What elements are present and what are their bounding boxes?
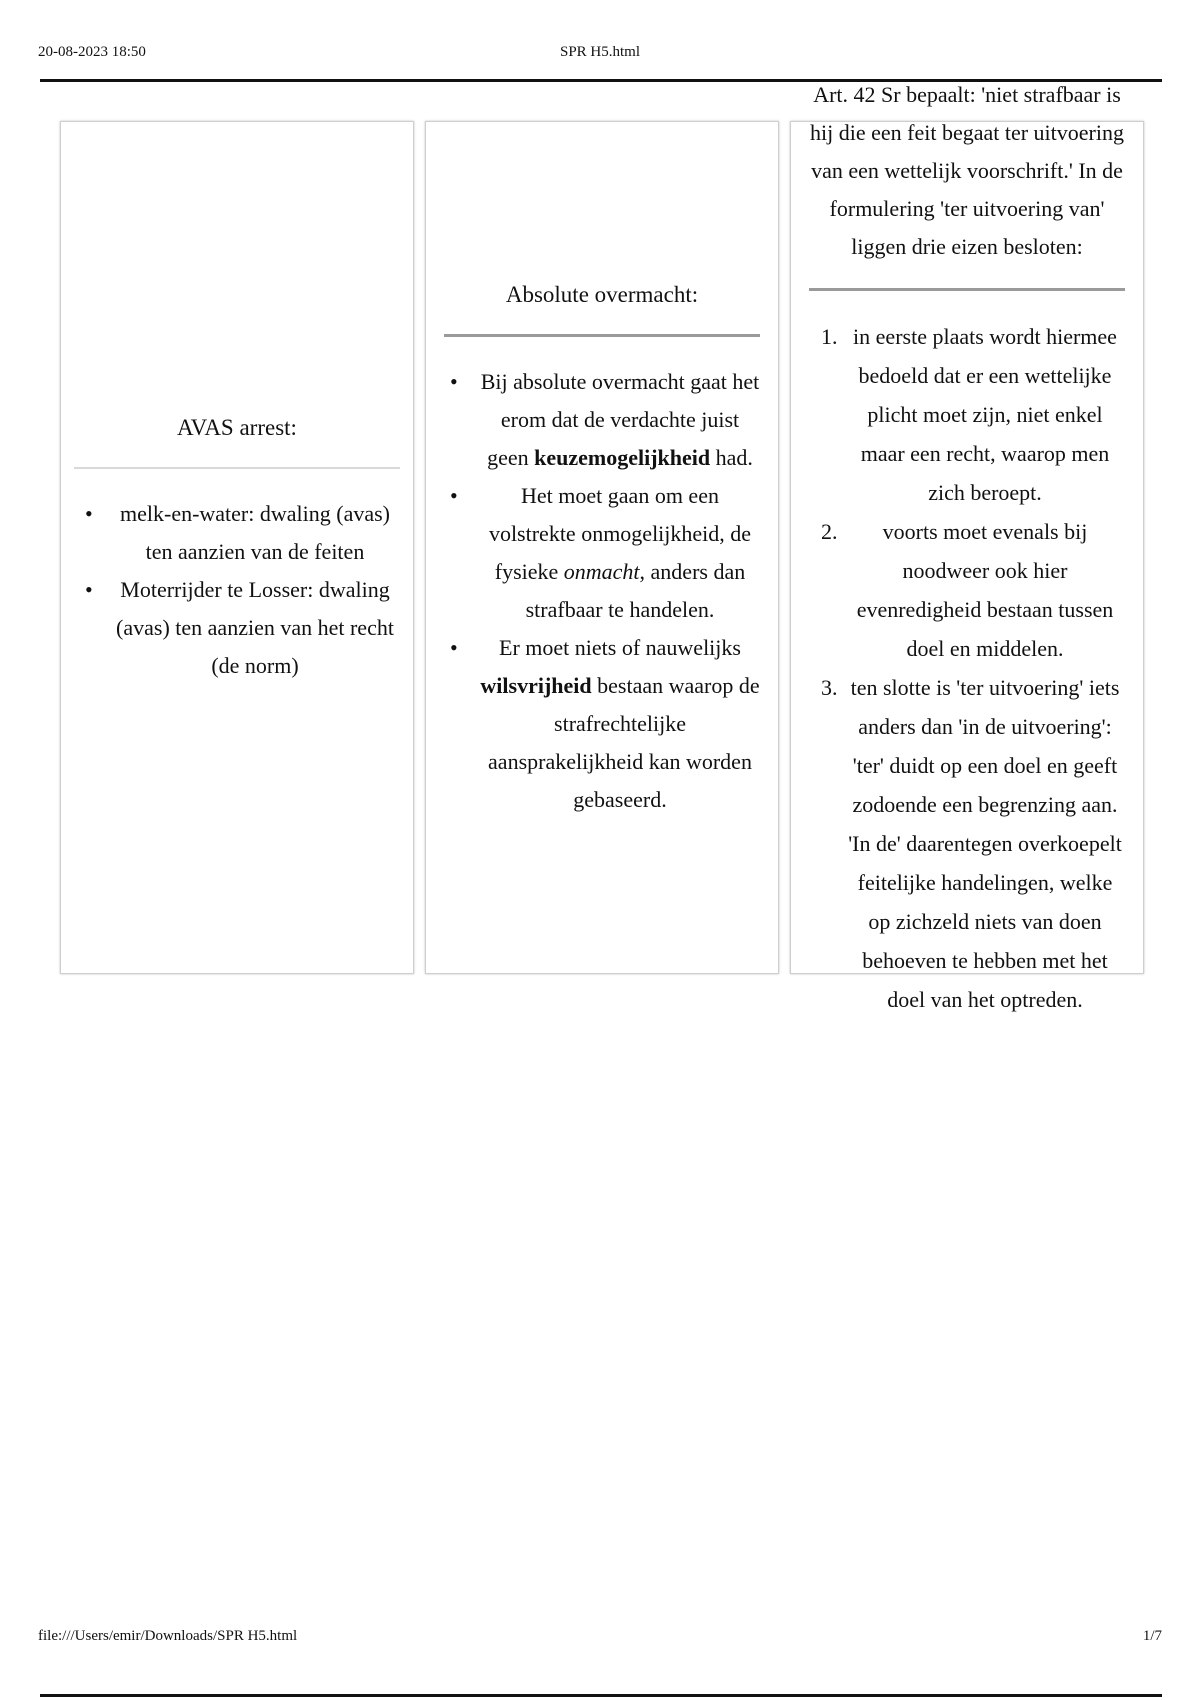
- card-heading: AVAS arrest:: [177, 415, 297, 440]
- list-item: [444, 477, 760, 629]
- flashcard-avas-arrest: [60, 121, 414, 974]
- card-bullet-list: [444, 363, 760, 819]
- card-bullet-list: [79, 495, 395, 685]
- flashcard-absolute-overmacht: [425, 121, 779, 974]
- item-text: Bij absolute overmacht gaat het erom dat de verdachte juist geen: [480, 368, 760, 470]
- page-number: 1/7: [1142, 1628, 1162, 1644]
- item-bold-term: keuzemogelijkheid: [534, 444, 711, 470]
- list-item: • Moterrijder te Losser: dwaling (avas) ten aanzien van het recht (de norm): [79, 571, 395, 685]
- card-divider: [809, 288, 1125, 291]
- item-bold-term: wilsvrijheid: [480, 672, 592, 698]
- item-number: 1.: [821, 324, 838, 349]
- item-number: 2.: [821, 519, 838, 544]
- card-content: [444, 122, 760, 973]
- file-path: file:///Users/emir/Downloads/SPR H5.html: [38, 1628, 298, 1644]
- flashcard-art-42-sr: [790, 82, 1144, 1012]
- item-number: 3.: [821, 675, 838, 700]
- card-heading: Art. 42 Sr bepaalt: 'niet strafbaar is hij die een feit begaat ter uitvoering van een wettelijk voorschrift.' In de formulering 'ter uitvoering van' liggen drie eizen besloten:: [810, 82, 1124, 259]
- item-text: Er moet niets of nauwelijks: [499, 634, 741, 660]
- list-item: [809, 668, 1125, 1019]
- card-heading: Absolute overmacht:: [505, 281, 699, 307]
- list-item: [444, 363, 760, 477]
- card-divider: [74, 467, 400, 469]
- print-datetime: 20-08-2023 18:50: [38, 44, 146, 60]
- item-text: , anders dan strafbaar te handelen.: [525, 558, 746, 622]
- footer-rule: [40, 1694, 1162, 1697]
- card-numbered-list: [809, 317, 1125, 1019]
- item-text: voorts moet evenals bij noodweer ook hier evenredigheid bestaan tussen doel en middelen.: [856, 519, 1114, 661]
- item-text: in eerste plaats wordt hiermee bedoeld dat er een wettelijke plicht moet zijn, niet enkel maar een recht, waarop men zich beroept.: [853, 324, 1117, 505]
- card-divider: [444, 334, 760, 337]
- list-item: [809, 317, 1125, 512]
- item-text: ten slotte is 'ter uitvoering' iets anders dan 'in de uitvoering': 'ter' duidt op een doel en geeft zodoende een begrenzing aan. 'In de' daarentegen overkoepelt feitelijke handelingen, welke op zichzeld niets van doen behoeven te hebben met het doel van het optreden.: [848, 675, 1122, 1012]
- list-item: [809, 512, 1125, 668]
- card-content: [809, 82, 1125, 1012]
- item-text: Het moet gaan om een volstrekte onmogelijkheid, de fysieke: [488, 482, 752, 584]
- item-text: had.: [710, 444, 753, 470]
- document-title: SPR H5.html: [559, 44, 641, 60]
- list-item: • melk-en-water: dwaling (avas) ten aanzien van de feiten: [79, 495, 395, 571]
- item-italic-term: onmacht: [563, 558, 640, 584]
- item-text: bestaan waarop de strafrechtelijke aansprakelijkheid kan worden gebaseerd.: [488, 672, 760, 812]
- print-header: [38, 44, 1162, 70]
- list-item: [444, 629, 760, 819]
- card-content: [79, 122, 395, 973]
